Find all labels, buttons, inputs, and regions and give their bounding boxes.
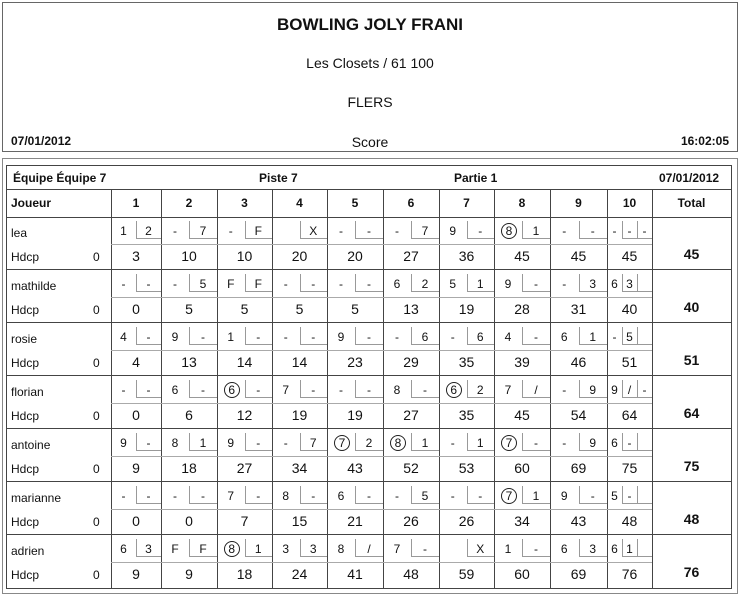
frame-cumulative-score: 27 [403, 248, 419, 264]
roll-mark: - [395, 330, 399, 344]
roll-mark: 6 [611, 542, 618, 556]
player-row [7, 323, 731, 376]
roll-mark: 1 [504, 542, 512, 556]
row-divider [111, 562, 652, 563]
frame-cumulative-score: 31 [570, 301, 587, 317]
frame-cumulative-score: 5 [295, 301, 304, 317]
roll-mark: 9 [337, 330, 345, 344]
game-date: 07/01/2012 [659, 171, 720, 185]
frame-cumulative-score: 39 [514, 354, 530, 370]
roll-mark: F [171, 542, 179, 556]
score-grid [6, 165, 732, 589]
player-total: 51 [683, 352, 700, 368]
frame-cumulative-score: 34 [291, 460, 308, 476]
score-sheet [2, 158, 738, 594]
roll-mark: - [450, 330, 455, 344]
roll-mark: 7 [309, 436, 317, 450]
roll-mark: 3 [589, 542, 597, 556]
frame-cumulative-score: 45 [621, 248, 638, 264]
player-name: florian [11, 385, 44, 399]
frame-cumulative-score: 0 [132, 513, 140, 529]
frame-cumulative-score: 18 [181, 460, 197, 476]
roll-mark: 7 [504, 383, 512, 397]
player-row [7, 535, 731, 588]
player-row [7, 217, 731, 270]
row-divider [111, 509, 652, 510]
roll-mark: - [562, 224, 567, 238]
frame-cumulative-score: 48 [403, 566, 419, 582]
roll-mark: 8 [393, 383, 401, 397]
player-name: marianne [11, 491, 62, 505]
roll-mark: 9 [227, 436, 235, 450]
split-roll: 6 [446, 382, 462, 398]
game-label: Partie 1 [454, 171, 498, 185]
player-total: 40 [683, 299, 700, 315]
roll-box [637, 539, 652, 557]
roll-mark: 6 [611, 436, 618, 450]
frame-cumulative-score: 20 [291, 248, 308, 264]
roll-mark: - [478, 224, 483, 238]
frame-header-5: 5 [351, 196, 359, 210]
roll-mark: X [309, 224, 318, 238]
hdcp-value: 0 [93, 462, 100, 476]
player-total: 45 [683, 246, 700, 262]
roll-mark: 5 [199, 277, 207, 291]
player-total: 76 [683, 564, 700, 580]
frame-cumulative-score: 13 [181, 354, 197, 370]
split-roll: 8 [390, 435, 406, 451]
roll-mark: 2 [421, 277, 429, 291]
frame-cumulative-score: 45 [514, 407, 530, 423]
player-name: adrien [11, 544, 45, 558]
roll-mark: - [478, 489, 483, 503]
roll-mark: - [146, 489, 151, 503]
roll-mark: - [423, 383, 427, 397]
frame-cumulative-score: 45 [514, 248, 530, 264]
roll-mark: - [450, 489, 455, 503]
roll-mark: F [227, 277, 235, 291]
venue-name: BOWLING JOLY FRANI [276, 15, 464, 34]
roll-mark: - [311, 383, 316, 397]
frame-cumulative-score: 29 [403, 354, 419, 370]
roll-mark: - [627, 489, 632, 503]
frame-cumulative-score: 0 [185, 513, 193, 529]
frame-cumulative-score: 76 [621, 566, 638, 582]
roll-mark: - [395, 489, 399, 503]
roll-mark: - [395, 224, 399, 238]
frame-header-4: 4 [296, 196, 303, 210]
roll-mark: 7 [282, 383, 290, 397]
roll-mark: 6 [421, 330, 429, 344]
frame-cumulative-score: 6 [185, 407, 193, 423]
roll-mark: - [627, 436, 632, 450]
roll-mark: 1 [227, 330, 235, 344]
frame-cumulative-score: 5 [185, 301, 193, 317]
roll-mark: 2 [476, 383, 484, 397]
frame-cumulative-score: 19 [347, 407, 363, 423]
roll-mark: 7 [199, 224, 207, 238]
frame-cumulative-score: 43 [347, 460, 363, 476]
frame-cumulative-score: 69 [570, 460, 587, 476]
split-roll: 8 [224, 541, 240, 557]
roll-mark: 9 [589, 436, 597, 450]
roll-mark: 2 [145, 224, 152, 238]
player-name: lea [11, 226, 28, 240]
roll-mark: - [146, 277, 151, 291]
frame-cumulative-score: 5 [240, 301, 249, 317]
frame-cumulative-score: 64 [621, 407, 638, 423]
split-roll: 8 [501, 223, 517, 239]
roll-mark: 6 [393, 277, 401, 291]
frame-cumulative-score: 4 [132, 354, 140, 370]
hdcp-value: 0 [93, 250, 100, 264]
roll-mark: - [642, 383, 647, 397]
roll-mark: 1 [254, 542, 262, 556]
roll-mark: 1 [199, 436, 207, 450]
roll-mark: - [642, 224, 647, 238]
frame-cumulative-score: 34 [514, 513, 530, 529]
frame-cumulative-score: 5 [351, 301, 359, 317]
roll-mark: - [612, 330, 617, 344]
frame-cumulative-score: 35 [458, 354, 475, 370]
roll-mark: - [173, 277, 177, 291]
frame-cumulative-score: 10 [181, 248, 197, 264]
frame-cumulative-score: 19 [291, 407, 308, 423]
frame-cumulative-score: 24 [291, 566, 308, 582]
roll-mark: - [256, 330, 261, 344]
hdcp-label: Hdcp [11, 250, 40, 264]
roll-mark: 8 [337, 542, 345, 556]
roll-mark: - [562, 277, 567, 291]
hdcp-label: Hdcp [11, 409, 40, 423]
roll-mark: 1 [626, 542, 633, 556]
frame-cumulative-score: 35 [458, 407, 475, 423]
roll-box [637, 274, 652, 292]
roll-mark: 7 [227, 489, 235, 503]
roll-mark: 3 [589, 277, 597, 291]
frame-header-9: 9 [575, 196, 582, 210]
roll-mark: - [283, 436, 288, 450]
roll-mark: 5 [611, 489, 618, 503]
frame-cumulative-score: 53 [458, 460, 475, 476]
roll-box [637, 433, 652, 451]
roll-mark: 8 [171, 436, 179, 450]
roll-mark: F [199, 542, 207, 556]
roll-mark: 3 [309, 542, 317, 556]
roll-mark: 9 [504, 277, 512, 291]
roll-mark: - [367, 489, 371, 503]
roll-mark: F [254, 277, 262, 291]
frame-cumulative-score: 19 [458, 301, 475, 317]
roll-mark: 9 [120, 436, 127, 450]
roll-mark: - [311, 277, 316, 291]
roll-mark: 6 [611, 277, 618, 291]
roll-mark: 9 [611, 383, 618, 397]
hdcp-value: 0 [93, 568, 100, 582]
frame-cumulative-score: 14 [291, 354, 308, 370]
player-total: 64 [683, 405, 700, 421]
player-row [7, 270, 731, 323]
roll-mark: - [339, 277, 343, 291]
roll-mark: - [339, 383, 343, 397]
lane-label: Piste 7 [259, 171, 298, 185]
frame-cumulative-score: 7 [240, 513, 249, 529]
roll-mark: 9 [589, 383, 597, 397]
roll-mark: - [450, 436, 455, 450]
roll-mark: - [201, 383, 205, 397]
roll-mark: 6 [171, 383, 179, 397]
roll-box [637, 486, 652, 504]
print-date: 07/01/2012 [11, 134, 72, 148]
frame-cumulative-score: 59 [458, 566, 475, 582]
frame-cumulative-score: 0 [132, 407, 140, 423]
roll-mark: - [311, 489, 316, 503]
player-total: 75 [683, 458, 700, 474]
roll-mark: 3 [626, 277, 633, 291]
roll-mark: 4 [504, 330, 512, 344]
roll-mark: 9 [171, 330, 179, 344]
split-roll: 7 [334, 435, 350, 451]
roll-mark: 3 [145, 542, 152, 556]
roll-mark: - [121, 277, 126, 291]
roll-mark: - [121, 383, 126, 397]
roll-box [637, 327, 652, 345]
hdcp-value: 0 [93, 356, 100, 370]
roll-mark: - [339, 224, 343, 238]
split-roll: 7 [501, 435, 517, 451]
row-divider [111, 350, 652, 351]
roll-mark: - [228, 224, 233, 238]
roll-mark: - [256, 383, 261, 397]
split-roll: 6 [224, 382, 240, 398]
roll-mark: 9 [449, 224, 457, 238]
roll-mark: - [627, 224, 632, 238]
roll-mark: / [534, 383, 538, 397]
roll-mark: 6 [560, 330, 568, 344]
roll-mark: F [254, 224, 262, 238]
roll-mark: 4 [120, 330, 127, 344]
player-row [7, 376, 731, 429]
frame-cumulative-score: 13 [403, 301, 419, 317]
frame-cumulative-score: 21 [347, 513, 363, 529]
score-label: Score [351, 134, 389, 150]
split-roll: 7 [501, 488, 517, 504]
frame-cumulative-score: 27 [236, 460, 253, 476]
roll-mark: 1 [532, 489, 540, 503]
roll-mark: - [311, 330, 316, 344]
roll-mark: 5 [626, 330, 633, 344]
frame-cumulative-score: 26 [403, 513, 419, 529]
player-row [7, 429, 731, 482]
roll-mark: - [612, 224, 617, 238]
frame-cumulative-score: 46 [570, 354, 587, 370]
frame-header-6: 6 [407, 196, 415, 210]
frame-header-7: 7 [463, 196, 470, 210]
hdcp-label: Hdcp [11, 303, 40, 317]
frame-cumulative-score: 12 [236, 407, 253, 423]
roll-mark: - [173, 224, 177, 238]
row-divider [111, 244, 652, 245]
roll-mark: - [534, 542, 538, 556]
roll-mark: 1 [120, 224, 127, 238]
roll-mark: - [562, 383, 567, 397]
frame-cumulative-score: 36 [458, 248, 475, 264]
hdcp-label: Hdcp [11, 515, 40, 529]
roll-mark: - [590, 224, 595, 238]
roll-mark: 1 [421, 436, 429, 450]
roll-mark: - [201, 330, 205, 344]
frame-cumulative-score: 60 [514, 566, 530, 582]
roll-mark: - [256, 436, 261, 450]
roll-mark: / [367, 542, 371, 556]
frame-cumulative-score: 45 [570, 248, 587, 264]
frame-cumulative-score: 15 [291, 513, 308, 529]
roll-mark: 1 [589, 330, 597, 344]
roll-mark: - [367, 224, 371, 238]
roll-mark: 2 [365, 436, 373, 450]
frame-cumulative-score: 0 [132, 301, 140, 317]
print-time: 16:02:05 [680, 134, 729, 148]
roll-mark: 1 [532, 224, 540, 238]
row-divider [111, 297, 652, 298]
frame-cumulative-score: 9 [132, 566, 140, 582]
roll-mark: 1 [476, 277, 484, 291]
frame-cumulative-score: 26 [458, 513, 475, 529]
frame-header-8: 8 [518, 196, 526, 210]
roll-mark: 8 [282, 489, 290, 503]
roll-mark: - [367, 330, 371, 344]
roll-mark: 5 [449, 277, 457, 291]
receipt-header [2, 2, 738, 152]
frame-header-1: 1 [132, 196, 140, 210]
roll-mark: 5 [421, 489, 429, 503]
roll-mark: - [534, 436, 538, 450]
hdcp-value: 0 [93, 303, 100, 317]
roll-mark: - [534, 277, 538, 291]
total-column-header: Total [677, 196, 706, 210]
player-column-header: Joueur [11, 196, 52, 210]
player-row [7, 482, 731, 535]
roll-mark: - [201, 489, 205, 503]
roll-mark: - [562, 436, 567, 450]
roll-mark: - [256, 489, 261, 503]
roll-mark: 7 [421, 224, 429, 238]
roll-mark: X [476, 542, 485, 556]
roll-mark: 6 [560, 542, 568, 556]
roll-mark: - [146, 330, 151, 344]
roll-mark: 6 [120, 542, 127, 556]
frame-cumulative-score: 23 [347, 354, 363, 370]
player-name: rosie [11, 332, 38, 346]
frame-cumulative-score: 10 [236, 248, 253, 264]
team-label: Équipe Équipe 7 [13, 171, 107, 185]
frame-cumulative-score: 48 [621, 513, 638, 529]
frame-header-10: 10 [622, 196, 637, 210]
venue-city: FLERS [347, 94, 393, 110]
roll-mark: - [173, 489, 177, 503]
frame-cumulative-score: 9 [185, 566, 193, 582]
hdcp-value: 0 [93, 515, 100, 529]
roll-mark: - [283, 330, 288, 344]
frame-cumulative-score: 60 [514, 460, 530, 476]
column-header-row [7, 189, 731, 218]
frame-cumulative-score: 28 [514, 301, 530, 317]
roll-mark: - [146, 383, 151, 397]
roll-mark: 6 [476, 330, 484, 344]
frame-cumulative-score: 41 [347, 566, 363, 582]
hdcp-label: Hdcp [11, 462, 40, 476]
player-name: mathilde [11, 279, 57, 293]
roll-mark: - [121, 489, 126, 503]
frame-cumulative-score: 40 [621, 301, 638, 317]
row-divider [111, 456, 652, 457]
roll-mark: 9 [560, 489, 568, 503]
roll-mark: - [367, 277, 371, 291]
roll-mark: - [423, 542, 427, 556]
player-name: antoine [11, 438, 51, 452]
roll-mark: 6 [337, 489, 345, 503]
roll-mark: - [367, 383, 371, 397]
frame-cumulative-score: 54 [570, 407, 587, 423]
frame-cumulative-score: 9 [132, 460, 140, 476]
roll-mark: 7 [393, 542, 401, 556]
hdcp-label: Hdcp [11, 356, 40, 370]
game-info-row [7, 166, 731, 190]
roll-mark: 3 [282, 542, 290, 556]
frame-cumulative-score: 14 [236, 354, 253, 370]
frame-cumulative-score: 3 [132, 248, 140, 264]
frame-cumulative-score: 75 [621, 460, 638, 476]
frame-cumulative-score: 69 [570, 566, 587, 582]
roll-mark: - [146, 436, 151, 450]
frame-header-2: 2 [185, 196, 193, 210]
frame-cumulative-score: 51 [621, 354, 638, 370]
frame-cumulative-score: 27 [403, 407, 419, 423]
roll-mark: - [283, 277, 288, 291]
frame-cumulative-score: 52 [403, 460, 419, 476]
hdcp-value: 0 [93, 409, 100, 423]
roll-mark: - [590, 489, 595, 503]
venue-address: Les Closets / 61 100 [306, 55, 434, 71]
roll-mark: - [534, 330, 538, 344]
row-divider [111, 403, 652, 404]
frame-header-3: 3 [241, 196, 248, 210]
roll-mark: / [627, 383, 632, 397]
frame-cumulative-score: 43 [570, 513, 587, 529]
player-total: 48 [683, 511, 700, 527]
frame-cumulative-score: 18 [236, 566, 253, 582]
roll-mark: 1 [476, 436, 484, 450]
hdcp-label: Hdcp [11, 568, 40, 582]
frame-cumulative-score: 20 [347, 248, 363, 264]
